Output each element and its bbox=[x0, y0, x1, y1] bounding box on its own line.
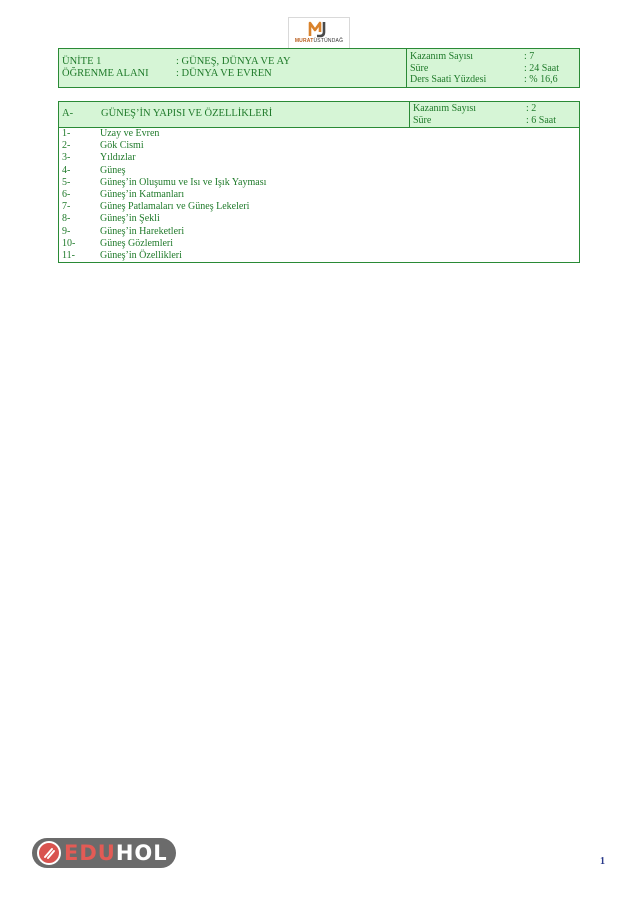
unit-stat-value: : % 16,6 bbox=[524, 74, 558, 85]
learning-area-value: : DÜNYA VE EVREN bbox=[176, 68, 272, 79]
eduhol-circle-icon bbox=[37, 841, 61, 865]
topic-item: 7- Güneş Patlamaları ve Güneş Lekeleri bbox=[62, 201, 250, 213]
unit-info-box bbox=[58, 48, 580, 88]
unit-stat-value: : 7 bbox=[524, 51, 535, 62]
topic-item: 2- Gök Cismi bbox=[62, 140, 144, 152]
topic-item: 9- Güneş’in Hareketleri bbox=[62, 225, 185, 237]
learning-area-label: ÖĞRENME ALANI bbox=[62, 68, 149, 79]
eduhol-wordmark: EDUHOL bbox=[64, 841, 168, 865]
topic-item: 11- Güneş’in Özellikleri bbox=[62, 250, 182, 261]
section-box bbox=[58, 101, 580, 263]
topic-item: 10- Güneş Gözlemleri bbox=[62, 237, 174, 249]
section-stat-value: : 6 Saat bbox=[526, 114, 556, 126]
unit-stat-label: Ders Saati Yüzdesi bbox=[410, 74, 487, 85]
unit-stat-label: Süre bbox=[410, 62, 429, 74]
unit-stats-cell bbox=[406, 49, 579, 87]
section-title: GÜNEŞ’İN YAPISI VE ÖZELLİKLERİ bbox=[101, 108, 273, 119]
unit-value: : GÜNEŞ, DÜNYA VE AY bbox=[176, 56, 291, 67]
topic-item: 6- Güneş’in Katmanları bbox=[62, 189, 185, 200]
topic-item: 4- Güneş bbox=[62, 164, 126, 176]
unit-label: ÜNİTE 1 bbox=[62, 56, 102, 67]
eduhol-logo bbox=[32, 838, 176, 868]
section-header bbox=[59, 102, 579, 128]
topic-item: 1- Uzay ve Evren bbox=[62, 128, 160, 139]
section-letter: A- bbox=[62, 108, 74, 119]
page-number: 1 bbox=[600, 856, 605, 867]
section-stat-value: : 2 bbox=[526, 103, 537, 114]
unit-title-cell bbox=[59, 49, 406, 87]
logo-brand-text: MURATÜSTÜNDAĞ bbox=[294, 38, 344, 44]
unit-stat-label: Kazanım Sayısı bbox=[410, 51, 474, 62]
topic-item: 5- Güneş’in Oluşumu ve Isı ve Işık Yayması bbox=[62, 176, 267, 188]
section-stat-label: Kazanım Sayısı bbox=[413, 103, 477, 114]
section-stat-label: Süre bbox=[413, 114, 432, 126]
unit-stat-value: : 24 Saat bbox=[524, 62, 559, 74]
topic-item: 8- Güneş’in Şekli bbox=[62, 213, 160, 225]
mu-logo-icon bbox=[308, 20, 330, 38]
topic-item: 3- Yıldızlar bbox=[62, 152, 136, 164]
section-stats-cell bbox=[409, 102, 579, 127]
author-logo bbox=[288, 17, 350, 49]
